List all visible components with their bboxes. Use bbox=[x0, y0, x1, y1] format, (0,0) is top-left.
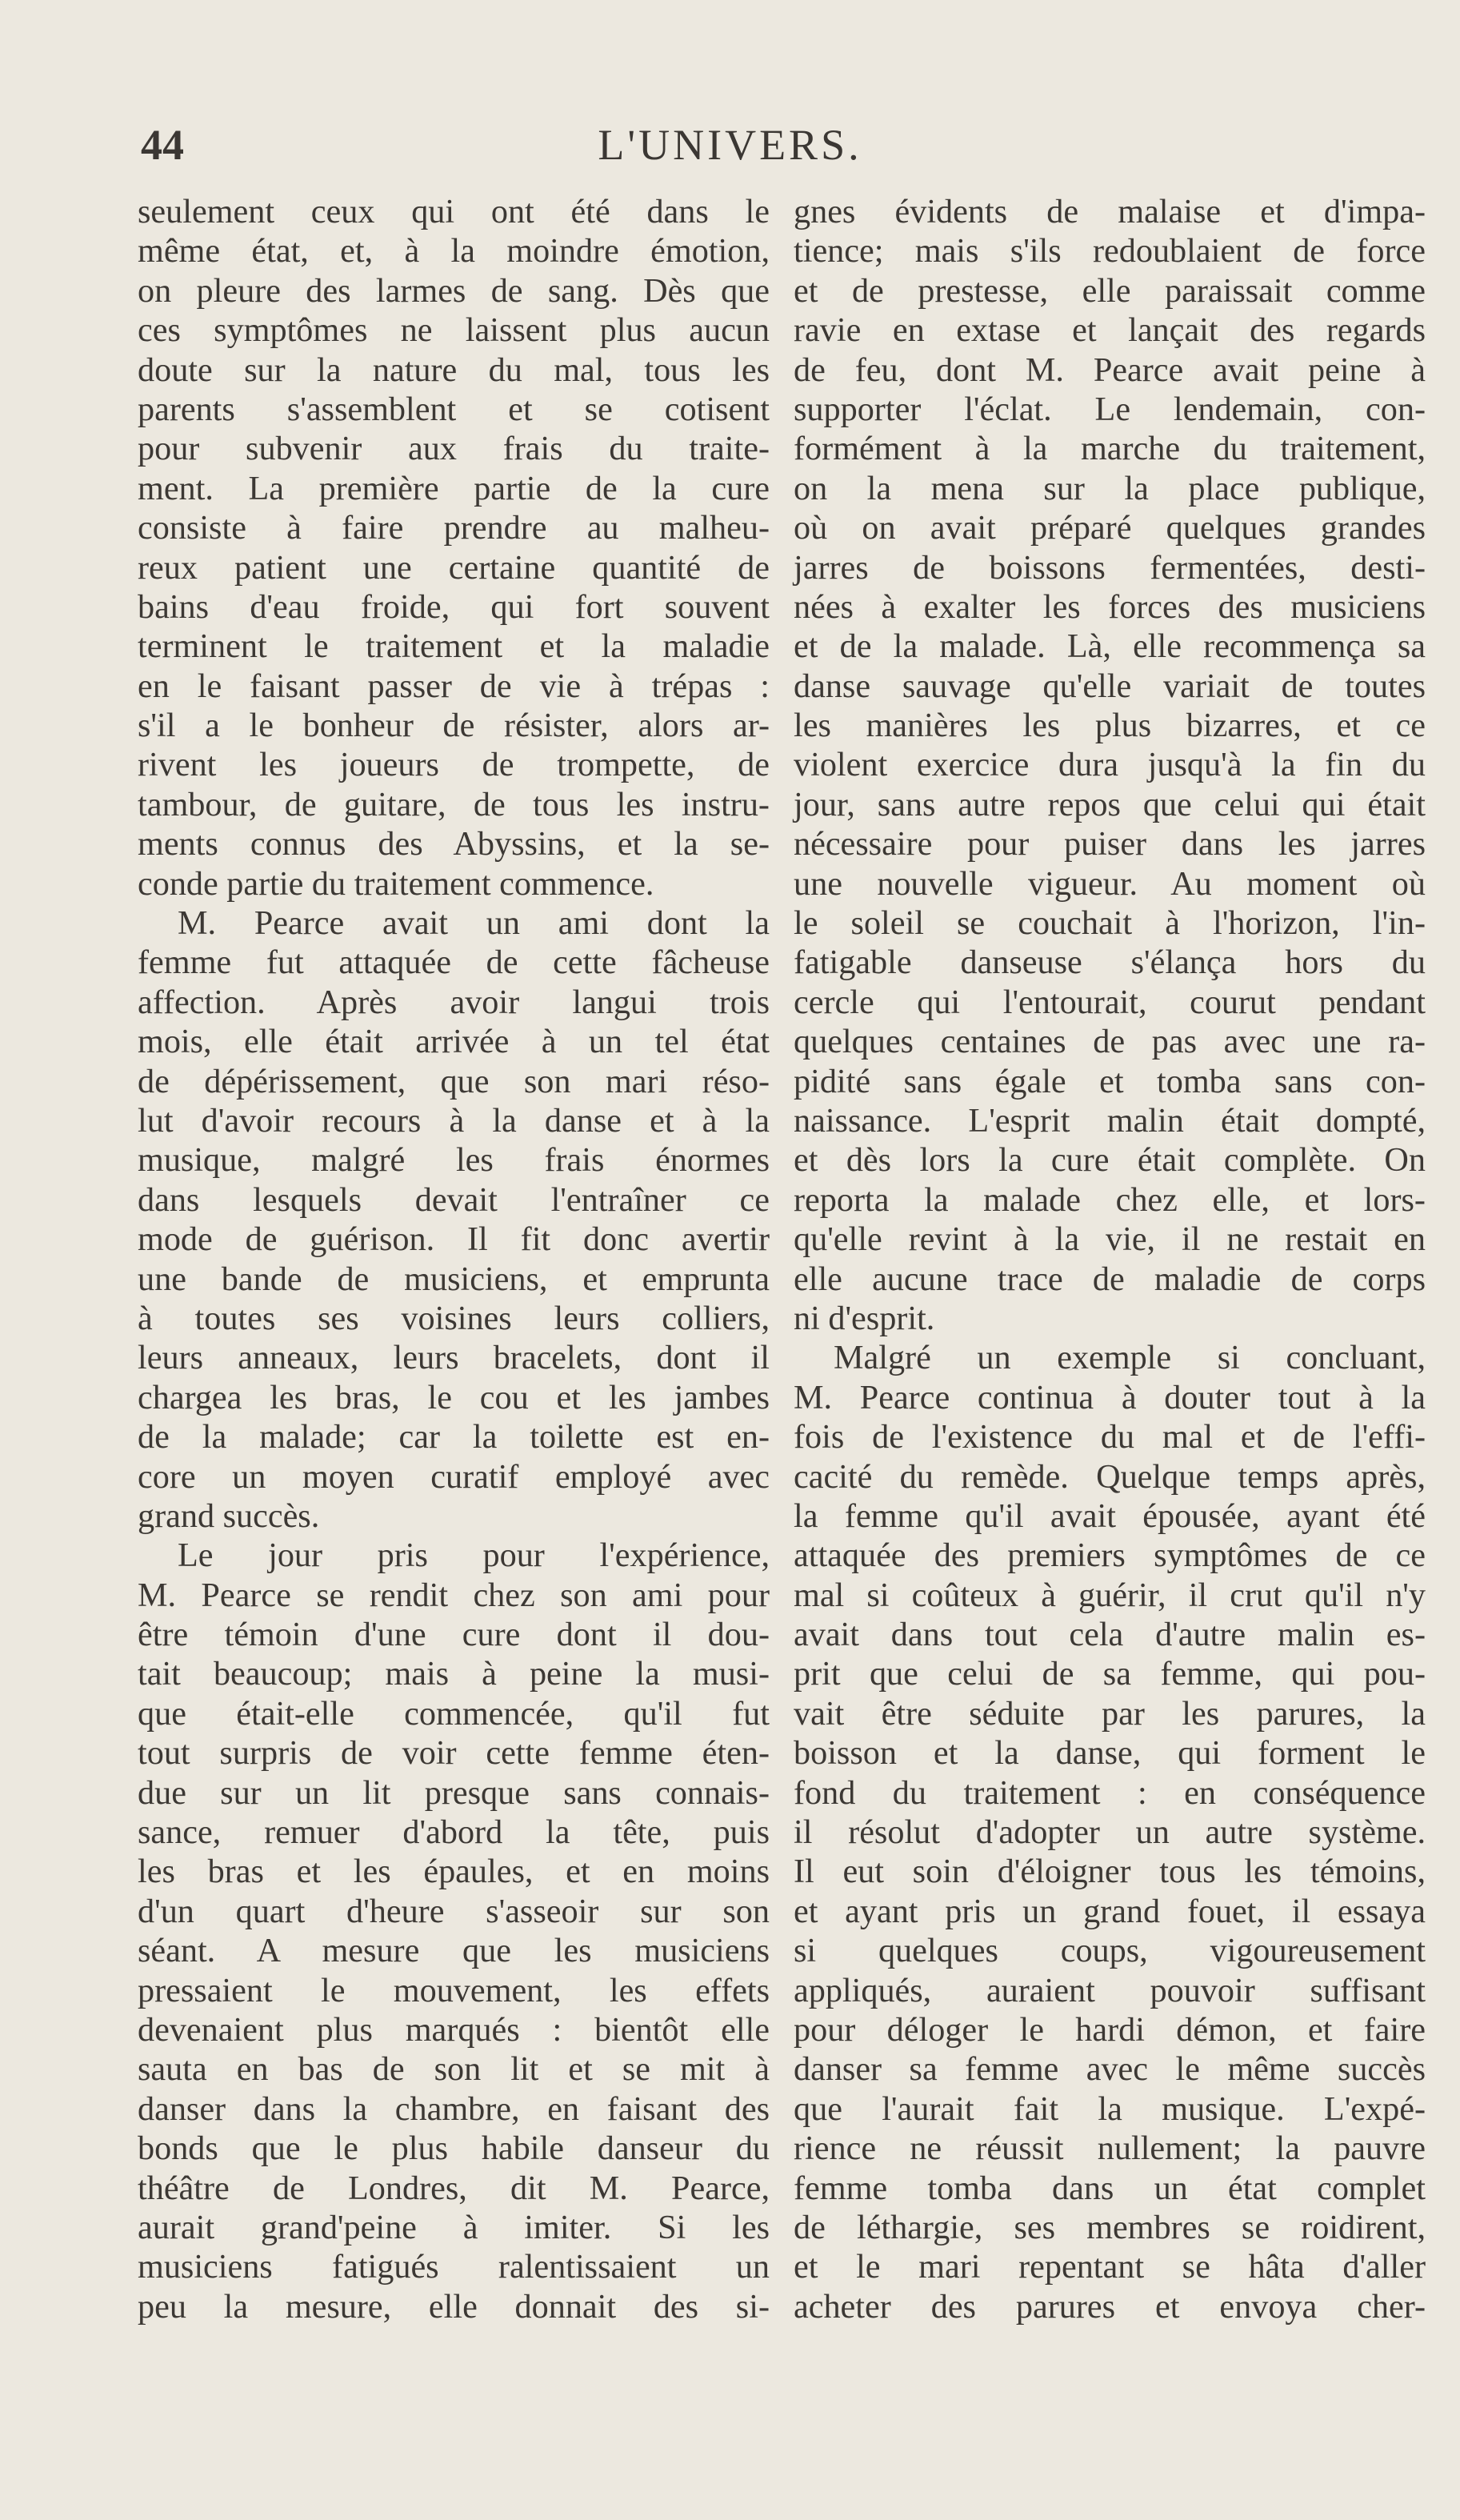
text-line: les bras et les épaules, et en moins bbox=[138, 1853, 770, 1891]
text-line: et ayant pris un grand fouet, il essaya bbox=[794, 1892, 1426, 1930]
text-line: terminent le traitement et la maladie bbox=[138, 627, 770, 666]
text-line: séant. A mesure que les musiciens bbox=[138, 1932, 770, 1970]
text-line: et dès lors la cure était complète. On bbox=[794, 1141, 1426, 1180]
text-line: où on avait préparé quelques grandes bbox=[794, 509, 1426, 547]
text-line: fois de l'existence du mal et de l'effi- bbox=[794, 1418, 1426, 1456]
text-line: acheter des parures et envoya cher- bbox=[794, 2287, 1426, 2326]
text-line: Il eut soin d'éloigner tous les témoins, bbox=[794, 1853, 1426, 1891]
text-line: boisson et la danse, qui forment le bbox=[794, 1734, 1426, 1773]
text-line: de léthargie, ses membres se roidirent, bbox=[794, 2208, 1426, 2246]
text-line: Malgré un exemple si concluant, bbox=[834, 1339, 1426, 1377]
text-line: même état, et, à la moindre émotion, bbox=[138, 232, 770, 270]
text-line: devenaient plus marqués : bientôt elle bbox=[138, 2010, 770, 2049]
text-line: de feu, dont M. Pearce avait peine à bbox=[794, 351, 1426, 389]
text-line: de la malade; car la toilette est en- bbox=[138, 1418, 770, 1456]
text-line: nées à exalter les forces des musiciens bbox=[794, 587, 1426, 626]
text-line: naissance. L'esprit malin était dompté, bbox=[794, 1101, 1426, 1140]
text-line: danser sa femme avec le même succès bbox=[794, 2050, 1426, 2089]
text-line: danser dans la chambre, en faisant des bbox=[138, 2089, 770, 2128]
text-line: une bande de musiciens, et emprunta bbox=[138, 1260, 770, 1298]
text-line: fatigable danseuse s'élança hors du bbox=[794, 943, 1426, 982]
text-line: M. Pearce continua à douter tout à la bbox=[794, 1378, 1426, 1416]
text-line: fond du traitement : en conséquence bbox=[794, 1773, 1426, 1812]
text-line: mode de guérison. Il fit donc avertir bbox=[138, 1220, 770, 1259]
text-line: grand succès. bbox=[138, 1496, 320, 1535]
text-line: lut d'avoir recours à la danse et à la bbox=[138, 1101, 770, 1140]
text-line: ni d'esprit. bbox=[794, 1299, 935, 1337]
text-line: Le jour pris pour l'expérience, bbox=[178, 1536, 770, 1575]
text-line: parents s'assemblent et se cotisent bbox=[138, 390, 770, 428]
text-line: consiste à faire prendre au malheu- bbox=[138, 509, 770, 547]
text-line: et de prestesse, elle paraissait comme bbox=[794, 271, 1426, 310]
text-line: gnes évidents de malaise et d'impa- bbox=[794, 193, 1426, 230]
text-line: jour, sans autre repos que celui qui était bbox=[794, 785, 1426, 823]
text-line: tambour, de guitare, de tous les instru- bbox=[138, 785, 770, 823]
text-line: reux patient une certaine quantité de bbox=[138, 548, 770, 587]
text-line: mois, elle était arrivée à un tel état bbox=[138, 1023, 770, 1061]
text-line: pour subvenir aux frais du traite- bbox=[138, 430, 770, 468]
text-line: et de la malade. Là, elle recommença sa bbox=[794, 627, 1426, 666]
text-line: nécessaire pour puiser dans les jarres bbox=[794, 825, 1426, 863]
text-line: de dépérissement, que son mari réso- bbox=[138, 1062, 770, 1100]
page-number: 44 bbox=[141, 121, 184, 169]
text-line: être témoin d'une cure dont il dou- bbox=[138, 1616, 770, 1654]
text-line: d'un quart d'heure s'asseoir sur son bbox=[138, 1892, 770, 1930]
text-line: pidité sans égale et tomba sans con- bbox=[794, 1062, 1426, 1100]
text-line: M. Pearce avait un ami dont la bbox=[178, 904, 770, 943]
right-text-column bbox=[794, 192, 1426, 2326]
text-line: conde partie du traitement commence. bbox=[138, 864, 654, 903]
text-line: ment. La première partie de la cure bbox=[138, 469, 770, 507]
text-line: avait dans tout cela d'autre malin es- bbox=[794, 1616, 1426, 1654]
text-line: leurs anneaux, leurs bracelets, dont il bbox=[138, 1339, 770, 1377]
text-line: sance, remuer d'abord la tête, puis bbox=[138, 1813, 770, 1852]
text-line: ravie en extase et lançait des regards bbox=[794, 311, 1426, 350]
text-line: tience; mais s'ils redoublaient de force bbox=[794, 232, 1426, 270]
text-line: en le faisant passer de vie à trépas : bbox=[138, 667, 770, 705]
text-line: dans lesquels devait l'entraîner ce bbox=[138, 1180, 770, 1219]
text-line: on la mena sur la place publique, bbox=[794, 469, 1426, 507]
text-line: une nouvelle vigueur. Au moment où bbox=[794, 864, 1426, 903]
text-line: attaquée des premiers symptômes de ce bbox=[794, 1536, 1426, 1575]
text-line: formément à la marche du traitement, bbox=[794, 430, 1426, 468]
text-line: ments connus des Abyssins, et la se- bbox=[138, 825, 770, 863]
text-line: jarres de boissons fermentées, desti- bbox=[794, 548, 1426, 587]
running-title: L'UNIVERS. bbox=[598, 121, 862, 169]
text-line: elle aucune trace de maladie de corps bbox=[794, 1260, 1426, 1298]
text-line: violent exercice dura jusqu'à la fin du bbox=[794, 746, 1426, 784]
text-line: chargea les bras, le cou et les jambes bbox=[138, 1378, 770, 1416]
text-line: qu'elle revint à la vie, il ne restait en bbox=[794, 1220, 1426, 1259]
text-line: ces symptômes ne laissent plus aucun bbox=[138, 311, 770, 350]
text-line: on pleure des larmes de sang. Dès que bbox=[138, 271, 770, 310]
text-line: s'il a le bonheur de résister, alors ar- bbox=[138, 707, 770, 745]
text-line: musiciens fatigués ralentissaient un bbox=[138, 2248, 770, 2286]
text-line: que était-elle commencée, qu'il fut bbox=[138, 1694, 770, 1733]
text-line: pressaient le mouvement, les effets bbox=[138, 1971, 770, 2009]
text-line: sauta en bas de son lit et se mit à bbox=[138, 2050, 770, 2089]
text-line: seulement ceux qui ont été dans le bbox=[138, 193, 770, 230]
text-line: reporta la malade chez elle, et lors- bbox=[794, 1180, 1426, 1219]
text-line: cacité du remède. Quelque temps après, bbox=[794, 1457, 1426, 1496]
text-line: la femme qu'il avait épousée, ayant été bbox=[794, 1496, 1426, 1535]
text-line: appliqués, auraient pouvoir suffisant bbox=[794, 1971, 1426, 2009]
text-line: tout surpris de voir cette femme éten- bbox=[138, 1734, 770, 1773]
text-line: il résolut d'adopter un autre système. bbox=[794, 1813, 1426, 1852]
text-line: cercle qui l'entourait, courut pendant bbox=[794, 983, 1426, 1021]
text-line: rience ne réussit nullement; la pauvre bbox=[794, 2129, 1426, 2168]
text-line: danse sauvage qu'elle variait de toutes bbox=[794, 667, 1426, 705]
text-line: pour déloger le hardi démon, et faire bbox=[794, 2010, 1426, 2049]
text-line: due sur un lit presque sans connais- bbox=[138, 1773, 770, 1812]
text-line: supporter l'éclat. Le lendemain, con- bbox=[794, 390, 1426, 428]
text-line: bonds que le plus habile danseur du bbox=[138, 2129, 770, 2168]
text-line: théâtre de Londres, dit M. Pearce, bbox=[138, 2169, 770, 2207]
text-line: rivent les joueurs de trompette, de bbox=[138, 746, 770, 784]
text-line: prit que celui de sa femme, qui pou- bbox=[794, 1655, 1426, 1693]
text-line: vait être séduite par les parures, la bbox=[794, 1694, 1426, 1733]
text-line: mal si coûteux à guérir, il crut qu'il n'y bbox=[794, 1576, 1426, 1614]
text-line: aurait grand'peine à imiter. Si les bbox=[138, 2208, 770, 2246]
text-line: peu la mesure, elle donnait des si- bbox=[138, 2287, 770, 2326]
text-line: femme tomba dans un état complet bbox=[794, 2169, 1426, 2207]
text-line: M. Pearce se rendit chez son ami pour bbox=[138, 1576, 770, 1614]
text-line: et le mari repentant se hâta d'aller bbox=[794, 2248, 1426, 2286]
text-line: quelques centaines de pas avec une ra- bbox=[794, 1023, 1426, 1061]
text-line: affection. Après avoir langui trois bbox=[138, 983, 770, 1021]
text-line: doute sur la nature du mal, tous les bbox=[138, 351, 770, 389]
text-line: tait beaucoup; mais à peine la musi- bbox=[138, 1655, 770, 1693]
text-line: le soleil se couchait à l'horizon, l'in- bbox=[794, 904, 1426, 943]
text-line: les manières les plus bizarres, et ce bbox=[794, 707, 1426, 745]
text-line: bains d'eau froide, qui fort souvent bbox=[138, 587, 770, 626]
text-line: musique, malgré les frais énormes bbox=[138, 1141, 770, 1180]
text-line: core un moyen curatif employé avec bbox=[138, 1457, 770, 1496]
text-line: femme fut attaquée de cette fâcheuse bbox=[138, 943, 770, 982]
page-header bbox=[138, 120, 1322, 176]
left-text-column bbox=[138, 192, 770, 2326]
text-line: à toutes ses voisines leurs colliers, bbox=[138, 1299, 770, 1337]
text-line: que l'aurait fait la musique. L'expé- bbox=[794, 2089, 1426, 2128]
text-line: si quelques coups, vigoureusement bbox=[794, 1932, 1426, 1970]
